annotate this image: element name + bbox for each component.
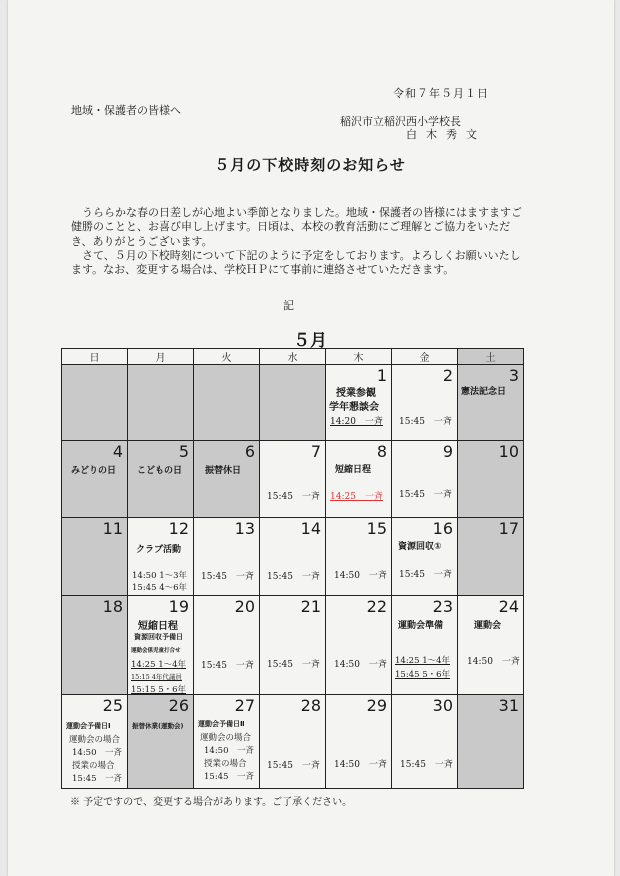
calendar-table — [61, 348, 524, 789]
dismissal-time: 15:45 一斉 — [399, 490, 452, 500]
day-event: 運動会予備日Ⅰ — [66, 722, 111, 730]
day-cell-28 — [260, 695, 326, 789]
empty-day-cell — [260, 365, 326, 441]
day-event: 振替休業(運動会) — [132, 722, 184, 730]
weekday-wed: 水 — [260, 349, 326, 365]
day-number: 2 — [442, 366, 453, 385]
dismissal-time: 14:25 一斉 — [330, 492, 383, 502]
day-note: 授業の場合 — [72, 761, 115, 771]
day-event: 短縮日程 — [138, 621, 178, 632]
day-number: 22 — [366, 597, 387, 616]
recipient: 地域・保護者の皆様へ — [71, 104, 181, 117]
day-cell-5 — [128, 441, 194, 518]
day-event: 運動会 — [474, 621, 502, 631]
day-event: 学年懇談会 — [329, 402, 379, 413]
calendar-week-5 — [62, 695, 524, 789]
day-number: 26 — [168, 696, 189, 715]
day-event: 運動会予備日Ⅱ — [198, 720, 245, 728]
day-cell-22 — [326, 596, 392, 695]
day-cell-10 — [458, 441, 524, 518]
empty-day-cell — [128, 365, 194, 441]
dismissal-time: 14:25 1～4年 — [395, 656, 451, 666]
issue-date: 令和７年５月１日 — [393, 87, 489, 100]
day-cell-30 — [392, 695, 458, 789]
dismissal-time: 14:50 一斉 — [334, 760, 387, 770]
day-number: 12 — [168, 519, 189, 538]
dismissal-time: 15:45 一斉 — [267, 761, 320, 771]
dismissal-time: 15:45 一斉 — [204, 772, 254, 782]
document-title: ５月の下校時刻のお知らせ — [214, 156, 406, 174]
day-cell-20 — [194, 596, 260, 695]
day-cell-4 — [62, 441, 128, 518]
day-cell-17 — [458, 518, 524, 596]
dismissal-time: 14:20 一斉 — [330, 417, 383, 427]
day-number: 1 — [376, 366, 387, 385]
day-cell-21 — [260, 596, 326, 695]
day-event: こどもの日 — [137, 466, 183, 476]
day-cell-7 — [260, 441, 326, 518]
day-cell-16 — [392, 518, 458, 596]
body-paragraph-1: うららかな春の日差しが心地よい季節となりました。地域・保護者の皆様にはますますご健勝のことと、お喜び申し上げます。日頃は、本校の教育活動にご理解とご協力をいただき、ありがとうございます。 — [71, 206, 522, 248]
dismissal-time: 15:15 5・6年 — [131, 685, 187, 695]
dismissal-time: 14:50 1～3年 — [132, 571, 188, 581]
day-number: 11 — [102, 519, 123, 538]
day-event: クラブ活動 — [136, 545, 182, 555]
day-cell-6 — [194, 441, 260, 518]
day-cell-27 — [194, 695, 260, 789]
day-cell-24 — [458, 596, 524, 695]
day-number: 4 — [112, 442, 123, 461]
weekday-mon: 月 — [128, 349, 194, 365]
footnote: ※ 予定ですので、変更する場合があります。ご了承ください。 — [70, 797, 353, 808]
dismissal-time: 15:45 一斉 — [399, 417, 452, 427]
day-note: 授業の場合 — [204, 759, 247, 769]
day-cell-1 — [326, 365, 392, 441]
empty-day-cell — [62, 365, 128, 441]
day-event: 短縮日程 — [335, 465, 372, 475]
day-number: 31 — [498, 696, 519, 715]
day-event: 運動会準備 — [398, 621, 444, 631]
day-cell-8 — [326, 441, 392, 518]
day-number: 8 — [376, 442, 387, 461]
dismissal-time: 15:45 一斉 — [399, 570, 452, 580]
day-number: 28 — [300, 696, 321, 715]
day-number: 17 — [498, 519, 519, 538]
day-event: 振替休日 — [205, 466, 242, 476]
calendar-week-1 — [62, 365, 524, 441]
dismissal-time: 15:45 一斉 — [201, 661, 254, 671]
weekday-sat: 土 — [458, 349, 524, 365]
day-cell-12 — [128, 518, 194, 596]
day-number: 29 — [366, 696, 387, 715]
dismissal-time: 15:15 4年代議員 — [131, 673, 182, 681]
sender-school: 稲沢市立稲沢西小学校長 — [340, 115, 461, 128]
day-event-sub: 運動会係児童打合せ — [131, 648, 181, 654]
weekday-thu: 木 — [326, 349, 392, 365]
day-number: 9 — [442, 442, 453, 461]
day-number: 18 — [102, 597, 123, 616]
weekday-tue: 火 — [194, 349, 260, 365]
body-paragraph-2: さて、５月の下校時刻について下記のように予定をしております。よろしくお願いいたします。なお、変更する場合は、学校ＨＰにて事前に連絡させていただきます。 — [71, 248, 521, 277]
day-event: 資源回収① — [398, 542, 442, 552]
day-number: 23 — [432, 597, 453, 616]
day-number: 25 — [102, 696, 123, 715]
calendar-week-3 — [62, 518, 524, 596]
day-number: 10 — [498, 442, 519, 461]
day-cell-29 — [326, 695, 392, 789]
day-number: 16 — [432, 519, 453, 538]
day-cell-2 — [392, 365, 458, 441]
dismissal-time: 15:45 一斉 — [72, 774, 122, 784]
day-event: 授業参観 — [336, 388, 376, 399]
weekday-sun: 日 — [62, 349, 128, 365]
day-number: 7 — [310, 442, 321, 461]
dismissal-time: 14:50 一斉 — [334, 571, 387, 581]
calendar-month-label: ５月 — [293, 331, 327, 351]
calendar-week-4 — [62, 596, 524, 695]
day-number: 13 — [234, 519, 255, 538]
day-number: 30 — [432, 696, 453, 715]
day-number: 21 — [300, 597, 321, 616]
day-cell-26 — [128, 695, 194, 789]
day-number: 20 — [234, 597, 255, 616]
dismissal-time: 14:50 一斉 — [72, 748, 122, 758]
day-number: 19 — [168, 597, 189, 616]
day-cell-18 — [62, 596, 128, 695]
day-cell-13 — [194, 518, 260, 596]
day-note: 運動会の場合 — [69, 735, 121, 745]
dismissal-time: 15:45 一斉 — [267, 572, 320, 582]
day-number: 5 — [178, 442, 189, 461]
dismissal-time: 15:45 一斉 — [201, 572, 254, 582]
day-cell-11 — [62, 518, 128, 596]
day-cell-25 — [62, 695, 128, 789]
dismissal-time: 15:45 5・6年 — [395, 670, 451, 680]
dismissal-time: 15:45 4～6年 — [132, 583, 188, 593]
day-event-sub: 資源回収予備日 — [134, 633, 183, 641]
day-number: 15 — [366, 519, 387, 538]
dismissal-time: 14:50 一斉 — [467, 657, 520, 667]
dismissal-time: 15:45 一斉 — [400, 760, 453, 770]
day-note: 運動会の場合 — [200, 733, 252, 743]
day-number: 6 — [244, 442, 255, 461]
day-cell-9 — [392, 441, 458, 518]
day-cell-19 — [128, 596, 194, 695]
body-text — [71, 206, 526, 277]
dismissal-time: 14:25 1～4年 — [131, 660, 187, 670]
dismissal-time: 14:50 一斉 — [334, 660, 387, 670]
day-cell-31 — [458, 695, 524, 789]
day-number: 3 — [508, 366, 519, 385]
day-event: みどりの日 — [71, 466, 117, 476]
day-cell-23 — [392, 596, 458, 695]
day-cell-3 — [458, 365, 524, 441]
day-cell-15 — [326, 518, 392, 596]
day-event: 憲法記念日 — [461, 387, 507, 397]
calendar-week-2 — [62, 441, 524, 518]
sender-name: 白木秀文 — [406, 128, 486, 141]
weekday-header-row — [62, 349, 524, 365]
weekday-fri: 金 — [392, 349, 458, 365]
day-number: 24 — [498, 597, 519, 616]
dismissal-time: 14:50 一斉 — [204, 746, 254, 756]
empty-day-cell — [194, 365, 260, 441]
ki-mark: 記 — [283, 299, 294, 312]
day-number: 27 — [234, 696, 255, 715]
day-number: 14 — [300, 519, 321, 538]
dismissal-time: 15:45 一斉 — [267, 660, 320, 670]
dismissal-time: 15:45 一斉 — [267, 492, 320, 502]
day-cell-14 — [260, 518, 326, 596]
